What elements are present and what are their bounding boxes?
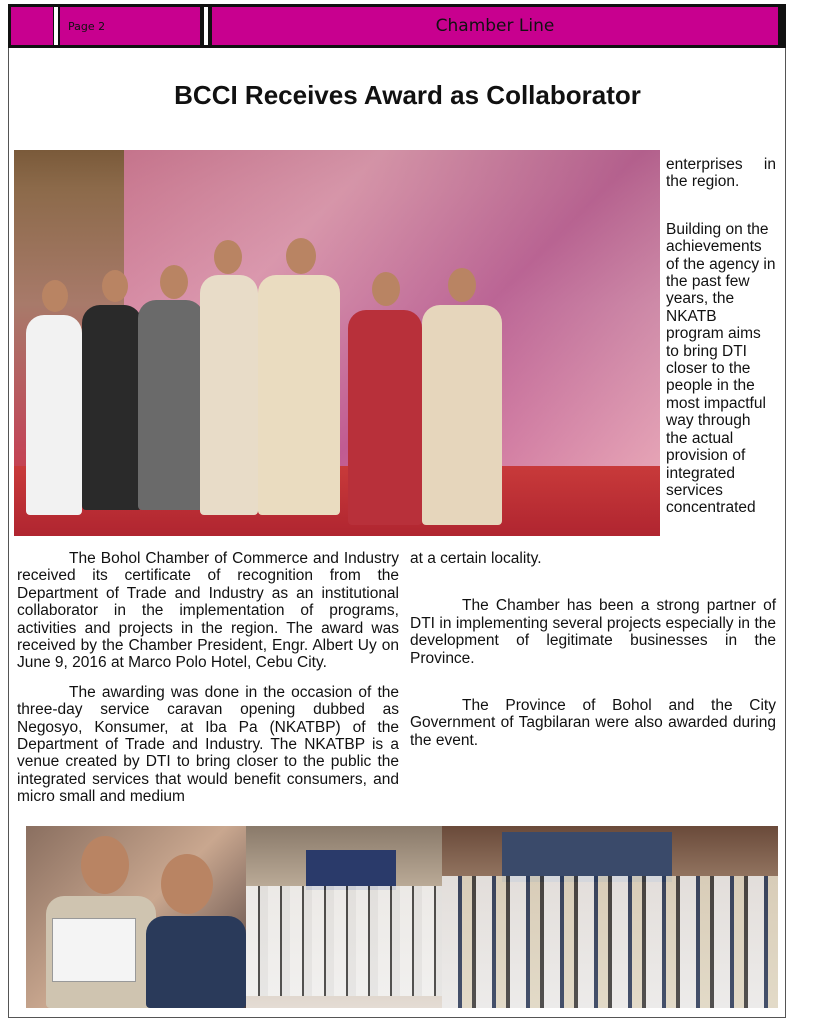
certificate [52,918,136,982]
side-paragraph: Building on the achievements of the agency in the past few years, the NKATB program aims to bring DTI closer to the people in the most impactful way through the actual provision of integrated services concentrated [666,220,776,517]
right-column [410,550,776,749]
paragraph-gap [666,191,776,221]
photo-person [348,310,422,525]
page-number: Page 2 [68,20,106,33]
photo-person [422,305,502,525]
photo-group [246,886,442,996]
paragraph-gap [410,667,776,697]
photo-person [82,305,142,510]
article-headline: BCCI Receives Award as Collaborator [174,80,641,110]
side-column [666,156,776,517]
left-column [17,550,399,806]
awardee-certificate-photo [26,826,246,1008]
header-accent-block [11,7,53,45]
photo-person-head [372,272,400,306]
group-photo [442,826,778,1008]
body-paragraph: The awarding was done in the occasion of the three-day service caravan opening dubbed as Negosyo, Konsumer, at Iba Pa (NKATBP) of the Department of Trade and Industry. The NKATBP is a venue created by DTI to bring closer to the public the integrated services that would benefit consumers, and micro small and medium [17,683,399,806]
page-number-box [60,7,200,45]
photo-person-head [42,280,68,312]
page-header [8,4,786,48]
body-paragraph: The Bohol Chamber of Commerce and Industry received its certificate of recognition from the Department of Trade and Industry as an institutional collaborator in the implementation of programs, activities and projects in the region. The award was received by the Chamber President, Engr. Albert Uy on June 9, 2016 at Marco Polo Hotel, Cebu City. [17,550,399,672]
photo-group [442,876,778,1008]
photo-person-head [81,836,129,894]
header-divider [54,7,58,45]
photo-person-head [102,270,128,302]
body-paragraph: The Province of Bohol and the City Government of Tagbilaran were also awarded during the event. [410,697,776,749]
photo-person-head [448,268,476,302]
publication-box [212,7,778,45]
photo-person-head [161,854,213,914]
photo-backdrop-screen [306,850,396,890]
body-paragraph: The Chamber has been a strong partner of DTI in implementing several projects especially in the development of legitimate businesses in the Province. [410,597,776,667]
body-paragraph: at a certain locality. [410,550,542,567]
publication-name: Chamber Line [435,16,555,36]
group-photo [246,826,442,1008]
photo-person-head [160,265,188,299]
photo-person-head [214,240,242,274]
photo-person [26,315,82,515]
photo-person [146,916,246,1008]
header-divider [204,7,208,45]
photo-backdrop-screen [502,832,672,882]
photo-person [138,300,204,510]
main-award-photo [14,150,660,536]
side-paragraph: enterprises in the region. [666,156,776,191]
paragraph-gap [410,567,776,597]
photo-person [258,275,340,515]
photo-person [200,275,258,515]
paragraph-gap [17,672,399,684]
photo-person-head [286,238,316,274]
